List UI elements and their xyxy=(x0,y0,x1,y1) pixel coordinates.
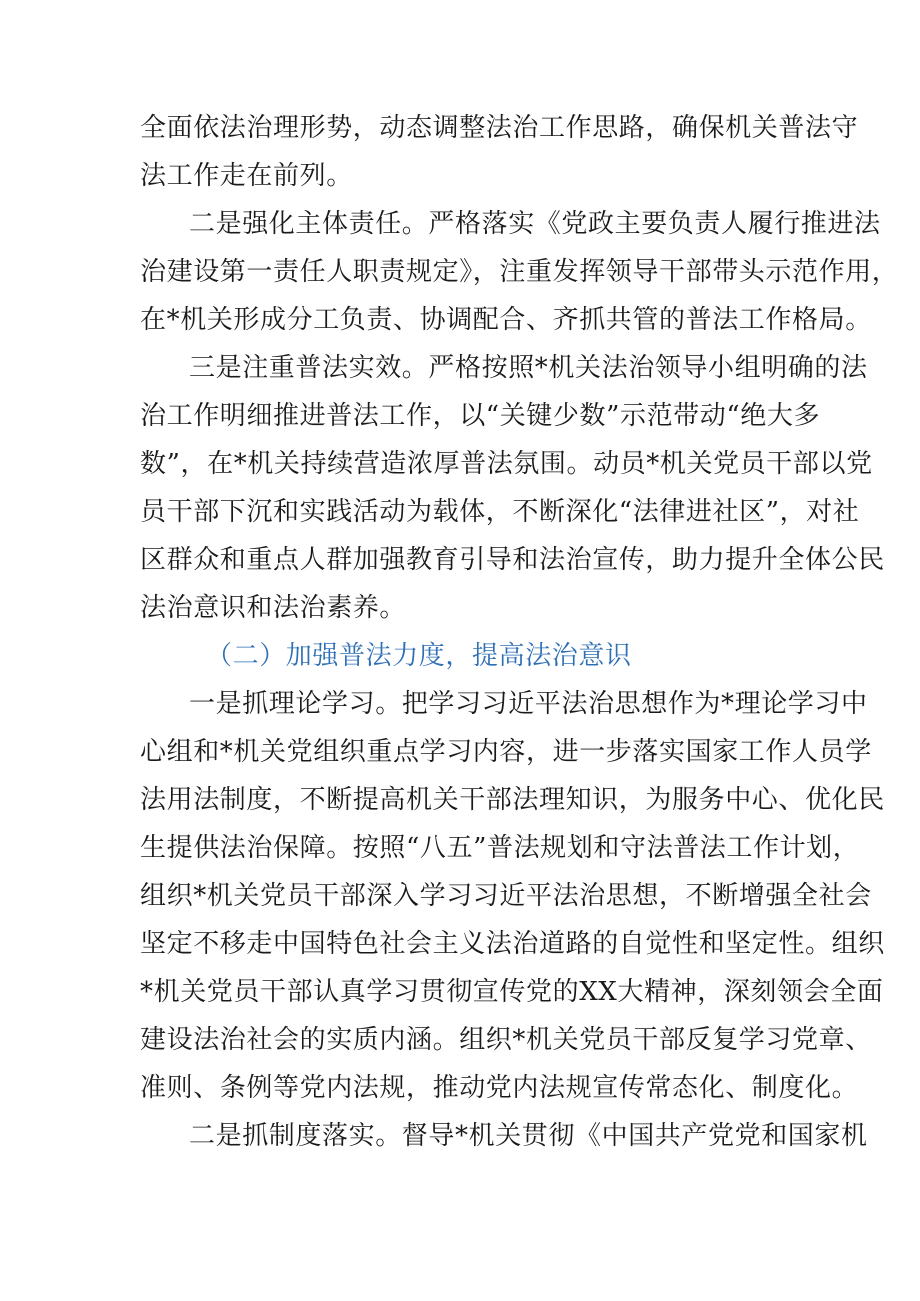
text-line: 区群众和重点人群加强教育引导和法治宣传，助力提升全体公民 xyxy=(140,545,885,575)
paragraph-start-line: 一是抓理论学习。把学习习近平法治思想作为*理论学习中 xyxy=(189,689,868,719)
text-line: 员干部下沉和实践活动为载体，不断深化“法律进社区”，对社 xyxy=(140,497,860,527)
text-line: 坚定不移走中国特色社会主义法治道路的自觉性和坚定性。组织 xyxy=(140,929,885,959)
text-line: 生提供法治保障。按照“八五”普法规划和守法普法工作计划， xyxy=(140,833,860,863)
paragraph-start-line: 三是注重普法实效。严格按照*机关法治领导小组明确的法 xyxy=(189,353,868,383)
paragraph-start-line: 二是抓制度落实。督导*机关贯彻《中国共产党党和国家机 xyxy=(189,1121,868,1151)
text-line: 法治意识和法治素养。 xyxy=(140,593,407,623)
text-line: 治建设第一责任人职责规定》，注重发挥领导干部带头示范作用， xyxy=(140,257,899,287)
text-line: 全面依法治理形势，动态调整法治工作思路，确保机关普法守 xyxy=(140,113,859,143)
text-line: 心组和*机关党组织重点学习内容，进一步落实国家工作人员学 xyxy=(140,737,872,767)
text-line: 数”，在*机关持续营造浓厚普法氛围。动员*机关党员干部以党 xyxy=(140,449,873,479)
text-line: 在*机关形成分工负责、协调配合、齐抓共管的普法工作格局。 xyxy=(140,305,872,335)
text-line: *机关党员干部认真学习贯彻宣传党的XX大精神，深刻领会全面 xyxy=(140,977,884,1007)
paragraph-start-line: 二是强化主体责任。严格落实《党政主要负责人履行推进法 xyxy=(189,209,881,239)
text-line: 法用法制度，不断提高机关干部法理知识，为服务中心、优化民 xyxy=(140,785,885,815)
text-line: 建设法治社会的实质内涵。组织*机关党员干部反复学习党章、 xyxy=(140,1025,872,1055)
text-line: 组织*机关党员干部深入学习习近平法治思想，不断增强全社会 xyxy=(140,881,872,911)
text-line: 法工作走在前列。 xyxy=(140,161,353,191)
section-heading: （二）加强普法力度，提高法治意识 xyxy=(206,641,632,671)
text-line: 治工作明细推进普法工作，以“关键少数”示范带动“绝大多 xyxy=(140,401,821,431)
text-line: 准则、条例等党内法规，推动党内法规宣传常态化、制度化。 xyxy=(140,1073,859,1103)
